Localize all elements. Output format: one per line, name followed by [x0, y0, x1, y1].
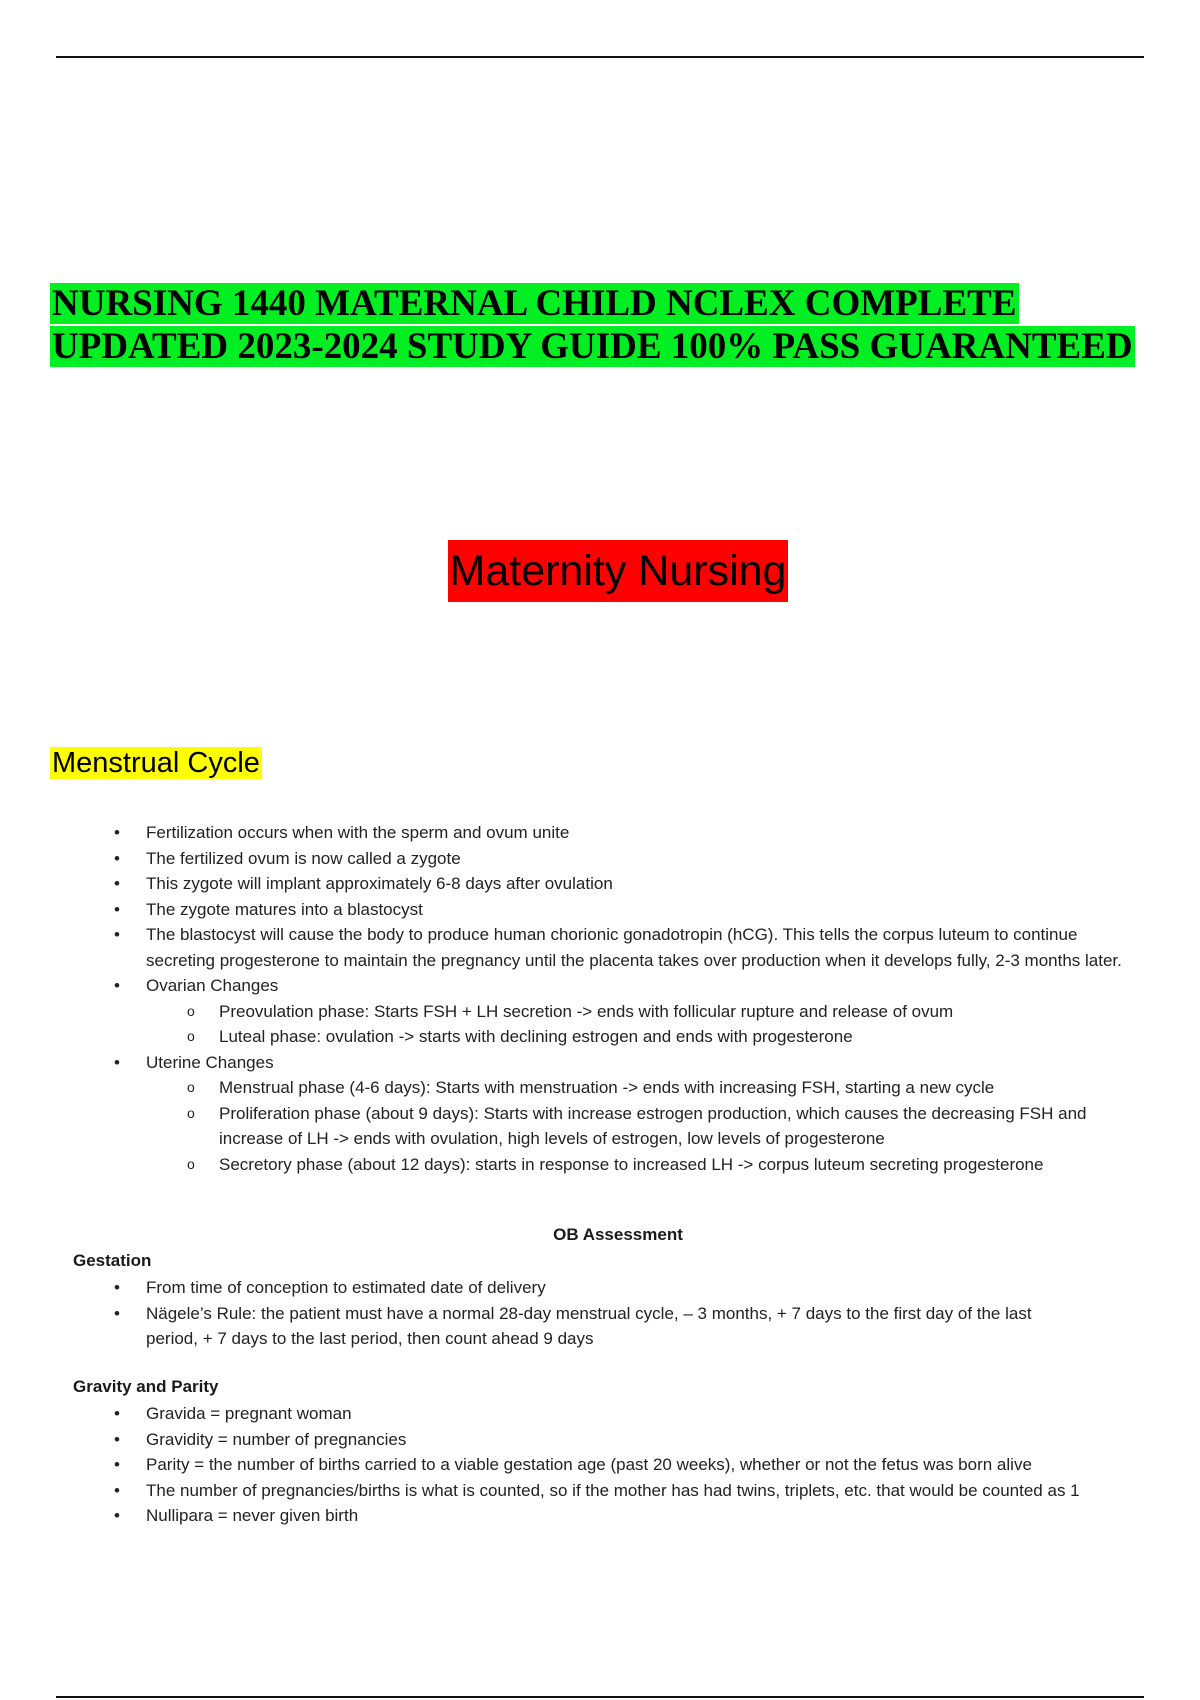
gravity-parity-list	[146, 1401, 1136, 1529]
gestation-heading: Gestation	[73, 1251, 152, 1270]
sub-list-item: o Proliferation phase (about 9 days): Starts with increase estrogen production, which causes the decreasing FSH and increase of LH -> ends with ovulation, high levels of estrogen, low levels of progesterone	[219, 1101, 1136, 1152]
sub-list-item: o Luteal phase: ovulation -> starts with declining estrogen and ends with progesterone	[219, 1024, 1136, 1050]
list-item: • This zygote will implant approximately 6-8 days after ovulation	[146, 871, 1136, 897]
list-item: • Nullipara = never given birth	[146, 1503, 1136, 1529]
ob-assessment-title: OB Assessment	[553, 1225, 683, 1244]
sub-list-item: o Secretory phase (about 12 days): starts in response to increased LH -> corpus luteum secreting progesterone	[219, 1152, 1136, 1178]
list-item: • Nägele’s Rule: the patient must have a normal 28-day menstrual cycle, – 3 months, + 7 days to the first day of the last period, + 7 days to the last period, then count ahead 9 days	[146, 1301, 1086, 1352]
menstrual-cycle-list	[146, 820, 1136, 1177]
sub-list-item: o Menstrual phase (4-6 days): Starts with menstruation -> ends with increasing FSH, starting a new cycle	[219, 1075, 1136, 1101]
list-item-ovarian-changes: • Ovarian Changes o Preovulation phase: Starts FSH + LH secretion -> ends with follicular rupture and release of ovum o Luteal phase: ovulation -> starts with declining estrogen and ends with progesterone	[146, 973, 1136, 1050]
list-item: • Gravida = pregnant woman	[146, 1401, 1136, 1427]
ovarian-changes-sublist	[146, 999, 1136, 1050]
list-item: • The fertilized ovum is now called a zygote	[146, 846, 1136, 872]
list-item: • The number of pregnancies/births is what is counted, so if the mother has had twins, triplets, etc. that would be counted as 1	[146, 1478, 1136, 1504]
uterine-changes-sublist	[146, 1075, 1136, 1177]
list-item: • Gravidity = number of pregnancies	[146, 1427, 1136, 1453]
list-item: • From time of conception to estimated date of delivery	[146, 1275, 1086, 1301]
list-item: • Fertilization occurs when with the sperm and ovum unite	[146, 820, 1136, 846]
list-item: • Parity = the number of births carried to a viable gestation age (past 20 weeks), whether or not the fetus was born alive	[146, 1452, 1136, 1478]
sub-list-item: o Preovulation phase: Starts FSH + LH secretion -> ends with follicular rupture and release of ovum	[219, 999, 1136, 1025]
list-item: • The zygote matures into a blastocyst	[146, 897, 1136, 923]
top-rule	[56, 56, 1144, 58]
gravity-parity-heading: Gravity and Parity	[73, 1377, 219, 1396]
gestation-list	[146, 1275, 1086, 1352]
document-title: NURSING 1440 MATERNAL CHILD NCLEX COMPLETE UPDATED 2023-2024 STUDY GUIDE 100% PASS GUARANTEED	[52, 283, 1133, 367]
section-heading-menstrual-cycle: Menstrual Cycle	[52, 747, 260, 779]
bottom-rule	[56, 1696, 1144, 1698]
list-item: • The blastocyst will cause the body to produce human chorionic gonadotropin (hCG). This tells the corpus luteum to continue secreting progesterone to maintain the pregnancy until the placenta takes over production when it develops fully, 2-3 months later.	[146, 922, 1136, 973]
list-item-uterine-changes: • Uterine Changes o Menstrual phase (4-6 days): Starts with menstruation -> ends with increasing FSH, starting a new cycle o Proliferation phase (about 9 days): Starts with increase estrogen production, which causes the decreasing FSH and increase of LH -> ends with ovulation, high levels of estrogen, low levels of progesterone o Secretory phase (about 12 days): starts in response to increased LH -> corpus luteum secreting progesterone	[146, 1050, 1136, 1178]
main-heading: Maternity Nursing	[0, 540, 1200, 602]
